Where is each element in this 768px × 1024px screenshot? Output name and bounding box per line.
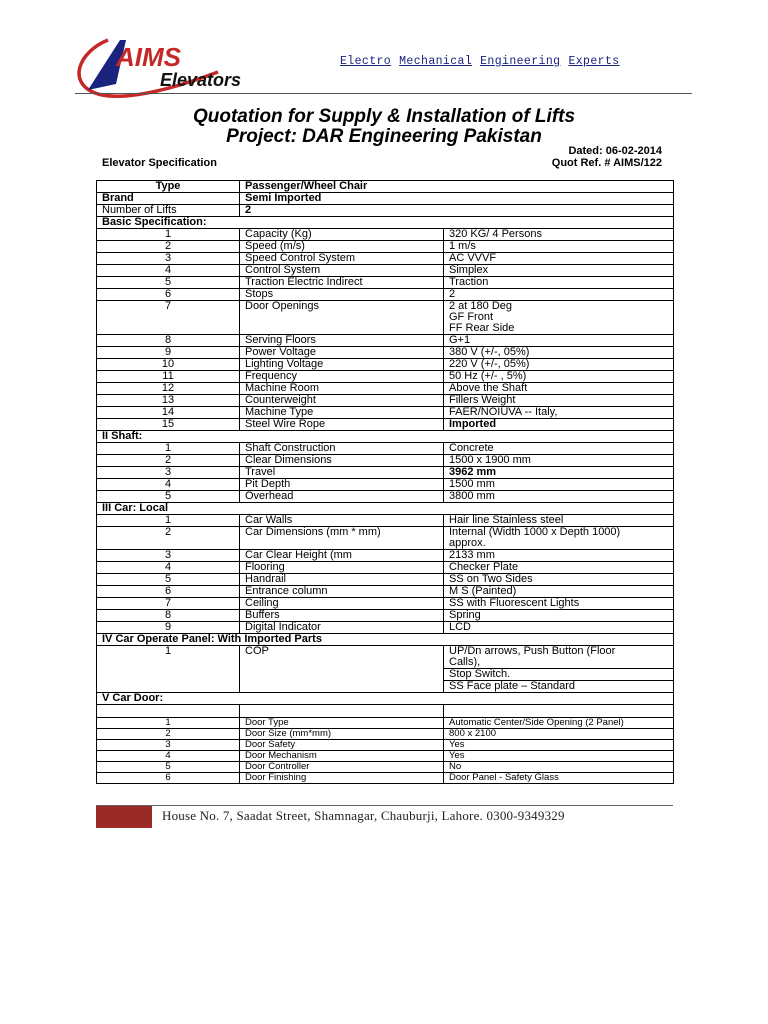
- item-number: 14: [97, 407, 240, 419]
- item-number: 6: [97, 289, 240, 301]
- item-number: 11: [97, 371, 240, 383]
- item-value: [444, 491, 674, 503]
- section-header: [97, 634, 674, 646]
- item-number: 7: [97, 598, 240, 610]
- item-value: [444, 383, 674, 395]
- section-title: Basic Specification:: [97, 217, 674, 229]
- item-value: 800 x 2100: [444, 729, 674, 740]
- table-row: [97, 241, 674, 253]
- item-value-line: SS with Fluorescent Lights: [449, 597, 580, 609]
- item-value-line: 1500 mm: [449, 478, 495, 490]
- item-label: Car Walls: [240, 515, 444, 527]
- item-label: Traction Electric Indirect: [240, 277, 444, 289]
- table-row: [97, 479, 674, 491]
- item-value-line: AC VVVF: [449, 252, 497, 264]
- item-value: [444, 407, 674, 419]
- tagline-word-1[interactable]: Electro: [340, 55, 392, 68]
- item-value-line: 50 Hz (+/- , 5%): [449, 370, 527, 382]
- item-value-line: Simplex: [449, 264, 489, 276]
- item-number: 8: [97, 610, 240, 622]
- table-row: [97, 301, 674, 335]
- item-value-line: 2 at 180 Deg: [449, 300, 512, 312]
- item-label: Ceiling: [240, 598, 444, 610]
- section-header: [97, 693, 674, 705]
- item-label: Door Safety: [240, 740, 444, 751]
- table-row: [97, 443, 674, 455]
- item-number: 4: [97, 479, 240, 491]
- table-row: [97, 359, 674, 371]
- item-value-line: UP/Dn arrows, Push Button (Floor: [449, 645, 616, 657]
- door-row: [97, 729, 674, 740]
- item-number: 2: [97, 241, 240, 253]
- tagline: [340, 55, 628, 68]
- item-value-line: 1500 x 1900 mm: [449, 454, 531, 466]
- item-value: Yes: [444, 740, 674, 751]
- item-number: 5: [97, 762, 240, 773]
- footer-accent-bar: [96, 806, 152, 828]
- item-number: 1: [97, 515, 240, 527]
- item-value: [444, 610, 674, 622]
- spec-table: [96, 180, 674, 784]
- footer-divider: [96, 805, 673, 806]
- item-value: No: [444, 762, 674, 773]
- item-value: [444, 622, 674, 634]
- item-label: Speed (m/s): [240, 241, 444, 253]
- item-label: Door Openings: [240, 301, 444, 335]
- item-number: 1: [97, 718, 240, 729]
- table-row: [97, 229, 674, 241]
- item-label: Buffers: [240, 610, 444, 622]
- item-value-line: M S (Painted): [449, 585, 517, 597]
- item-value-line: GF Front: [449, 311, 494, 323]
- item-value: [444, 347, 674, 359]
- item-number: 3: [97, 467, 240, 479]
- item-value-line: G+1: [449, 334, 471, 346]
- item-value-line: Internal (Width 1000 x Depth 1000): [449, 526, 621, 538]
- table-row: [97, 253, 674, 265]
- tagline-word-4[interactable]: Experts: [568, 55, 620, 68]
- table-row: [97, 277, 674, 289]
- item-value-line: FF Rear Side: [449, 322, 515, 334]
- item-value: [444, 527, 674, 550]
- table-row: [97, 407, 674, 419]
- item-value: [444, 359, 674, 371]
- door-row: [97, 740, 674, 751]
- table-row: [97, 419, 674, 431]
- item-label: Frequency: [240, 371, 444, 383]
- door-row: [97, 773, 674, 784]
- item-value-line: Spring: [449, 609, 481, 621]
- table-row: [97, 550, 674, 562]
- item-number: 13: [97, 395, 240, 407]
- top-row: [97, 205, 674, 217]
- item-label: Digital Indicator: [240, 622, 444, 634]
- section-title: III Car: Local: [97, 503, 674, 515]
- quot-ref: Quot Ref. # AIMS/122: [551, 157, 662, 169]
- dated: Dated: 06-02-2014: [568, 145, 662, 157]
- item-number: 10: [97, 359, 240, 371]
- item-label: Capacity (Kg): [240, 229, 444, 241]
- item-value: [444, 598, 674, 610]
- document-title: Quotation for Supply & Installation of Lifts: [192, 106, 576, 127]
- item-value: [444, 301, 674, 335]
- row-label: Type: [97, 181, 240, 193]
- item-value: [444, 371, 674, 383]
- item-value: [444, 550, 674, 562]
- section-header: [97, 503, 674, 515]
- item-value: [444, 479, 674, 491]
- footer-address: House No. 7, Saadat Street, Shamnagar, Chauburji, Lahore. 0300-9349329: [162, 808, 565, 823]
- item-value-line: Concrete: [449, 442, 494, 454]
- tagline-word-3[interactable]: Engineering: [480, 55, 561, 68]
- item-label: Overhead: [240, 491, 444, 503]
- item-label: Door Controller: [240, 762, 444, 773]
- spec-label: Elevator Specification: [102, 157, 217, 169]
- item-value-line: 2: [449, 288, 456, 300]
- item-value-line: 1 m/s: [449, 240, 476, 252]
- item-label: Door Finishing: [240, 773, 444, 784]
- logo-letters: AIMS: [116, 42, 181, 72]
- table-row: [97, 610, 674, 622]
- table-row: [97, 383, 674, 395]
- item-value: SS Face plate – Standard: [444, 681, 674, 693]
- item-value-line: 320 KG/ 4 Persons: [449, 228, 542, 240]
- empty-cell: [240, 705, 444, 718]
- item-number: 4: [97, 265, 240, 277]
- table-row: [97, 289, 674, 301]
- item-number: 9: [97, 347, 240, 359]
- item-value-line: 3962 mm: [449, 466, 497, 478]
- item-number: 5: [97, 277, 240, 289]
- item-value-line: 380 V (+/-, 05%): [449, 346, 530, 358]
- item-value-line: 2133 mm: [449, 549, 495, 561]
- item-number: 3: [97, 740, 240, 751]
- table-row: [97, 265, 674, 277]
- item-value-line: LCD: [449, 621, 472, 633]
- table-row: [97, 395, 674, 407]
- cop-row: [97, 646, 674, 669]
- table-row: [97, 371, 674, 383]
- section-header: [97, 217, 674, 229]
- item-number: 3: [97, 253, 240, 265]
- project-title: Project: DAR Engineering Pakistan: [226, 126, 542, 147]
- row-label: Brand: [97, 193, 240, 205]
- item-value-line: 220 V (+/-, 05%): [449, 358, 530, 370]
- item-label: Car Clear Height (mm: [240, 550, 444, 562]
- item-value-line: 3800 mm: [449, 490, 495, 502]
- row-label: Number of Lifts: [97, 205, 240, 217]
- logo-word: Elevators: [160, 70, 242, 90]
- item-label: Lighting Voltage: [240, 359, 444, 371]
- tagline-word-2[interactable]: Mechanical: [399, 55, 473, 68]
- item-value: [444, 229, 674, 241]
- item-number: 2: [97, 455, 240, 467]
- item-label: Travel: [240, 467, 444, 479]
- item-value-line: Traction: [449, 276, 489, 288]
- item-value: [444, 562, 674, 574]
- table-row: [97, 515, 674, 527]
- top-row: [97, 181, 674, 193]
- item-value: [444, 419, 674, 431]
- empty-cell: [97, 705, 240, 718]
- item-label: Door Type: [240, 718, 444, 729]
- item-label: Speed Control System: [240, 253, 444, 265]
- item-value: Stop Switch.: [444, 669, 674, 681]
- table-row: [97, 491, 674, 503]
- item-value: [444, 586, 674, 598]
- item-number: 12: [97, 383, 240, 395]
- item-number: 9: [97, 622, 240, 634]
- top-row: [97, 193, 674, 205]
- item-value-line: Calls),: [449, 656, 481, 668]
- item-number: 5: [97, 574, 240, 586]
- item-label: Entrance column: [240, 586, 444, 598]
- item-value: [444, 277, 674, 289]
- item-value: [444, 443, 674, 455]
- item-value: Automatic Center/Side Opening (2 Panel): [444, 718, 674, 729]
- item-value: [444, 395, 674, 407]
- item-number: 2: [97, 729, 240, 740]
- item-value: [444, 467, 674, 479]
- item-label: Machine Room: [240, 383, 444, 395]
- item-label: Door Size (mm*mm): [240, 729, 444, 740]
- item-label: Flooring: [240, 562, 444, 574]
- item-number: 6: [97, 773, 240, 784]
- item-number: 3: [97, 550, 240, 562]
- header-divider: [75, 93, 692, 94]
- item-number: 1: [97, 646, 240, 693]
- table-row: [97, 527, 674, 550]
- spacer-row: [97, 705, 674, 718]
- item-label: Clear Dimensions: [240, 455, 444, 467]
- table-row: [97, 455, 674, 467]
- section-header: [97, 431, 674, 443]
- item-value-line: Hair line Stainless steel: [449, 514, 564, 526]
- table-row: [97, 598, 674, 610]
- item-number: 4: [97, 562, 240, 574]
- item-value: [444, 253, 674, 265]
- item-value-line: Above the Shaft: [449, 382, 528, 394]
- item-value: [444, 265, 674, 277]
- item-value-line: Fillers Weight: [449, 394, 516, 406]
- item-value: [444, 574, 674, 586]
- item-number: 4: [97, 751, 240, 762]
- door-row: [97, 762, 674, 773]
- item-number: 2: [97, 527, 240, 550]
- item-number: 1: [97, 443, 240, 455]
- item-number: 1: [97, 229, 240, 241]
- item-value: [444, 289, 674, 301]
- item-value: Door Panel - Safety Glass: [444, 773, 674, 784]
- item-value-line: FAER/NOIUVA -- Italy,: [449, 406, 558, 418]
- table-row: [97, 562, 674, 574]
- door-row: [97, 718, 674, 729]
- section-title: V Car Door:: [97, 693, 674, 705]
- section-title: IV Car Operate Panel: With Imported Parts: [97, 634, 674, 646]
- item-number: 6: [97, 586, 240, 598]
- item-label: Steel Wire Rope: [240, 419, 444, 431]
- table-row: [97, 347, 674, 359]
- item-value-line: SS on Two Sides: [449, 573, 533, 585]
- item-label: Serving Floors: [240, 335, 444, 347]
- item-number: 15: [97, 419, 240, 431]
- item-label: Pit Depth: [240, 479, 444, 491]
- table-row: [97, 586, 674, 598]
- item-label: Counterweight: [240, 395, 444, 407]
- item-label: Handrail: [240, 574, 444, 586]
- empty-cell: [444, 705, 674, 718]
- item-label: Control System: [240, 265, 444, 277]
- table-row: [97, 467, 674, 479]
- item-value: [444, 646, 674, 669]
- item-label: Power Voltage: [240, 347, 444, 359]
- item-label: Machine Type: [240, 407, 444, 419]
- door-row: [97, 751, 674, 762]
- item-value-line: Imported: [449, 418, 497, 430]
- table-row: [97, 335, 674, 347]
- item-value: [444, 515, 674, 527]
- item-number: 8: [97, 335, 240, 347]
- item-value-line: Checker Plate: [449, 561, 519, 573]
- item-label: Car Dimensions (mm * mm): [240, 527, 444, 550]
- item-value: [444, 335, 674, 347]
- item-label: Door Mechanism: [240, 751, 444, 762]
- item-label: Shaft Construction: [240, 443, 444, 455]
- item-number: 7: [97, 301, 240, 335]
- table-row: [97, 574, 674, 586]
- item-number: 5: [97, 491, 240, 503]
- row-value: Passenger/Wheel Chair: [240, 181, 674, 193]
- item-label: Stops: [240, 289, 444, 301]
- table-row: [97, 622, 674, 634]
- item-value-line: approx.: [449, 537, 486, 549]
- item-value: [444, 241, 674, 253]
- item-value: [444, 455, 674, 467]
- item-value: Yes: [444, 751, 674, 762]
- item-label: COP: [240, 646, 444, 693]
- row-value: 2: [240, 205, 674, 217]
- row-value: Semi Imported: [240, 193, 674, 205]
- section-title: II Shaft:: [97, 431, 674, 443]
